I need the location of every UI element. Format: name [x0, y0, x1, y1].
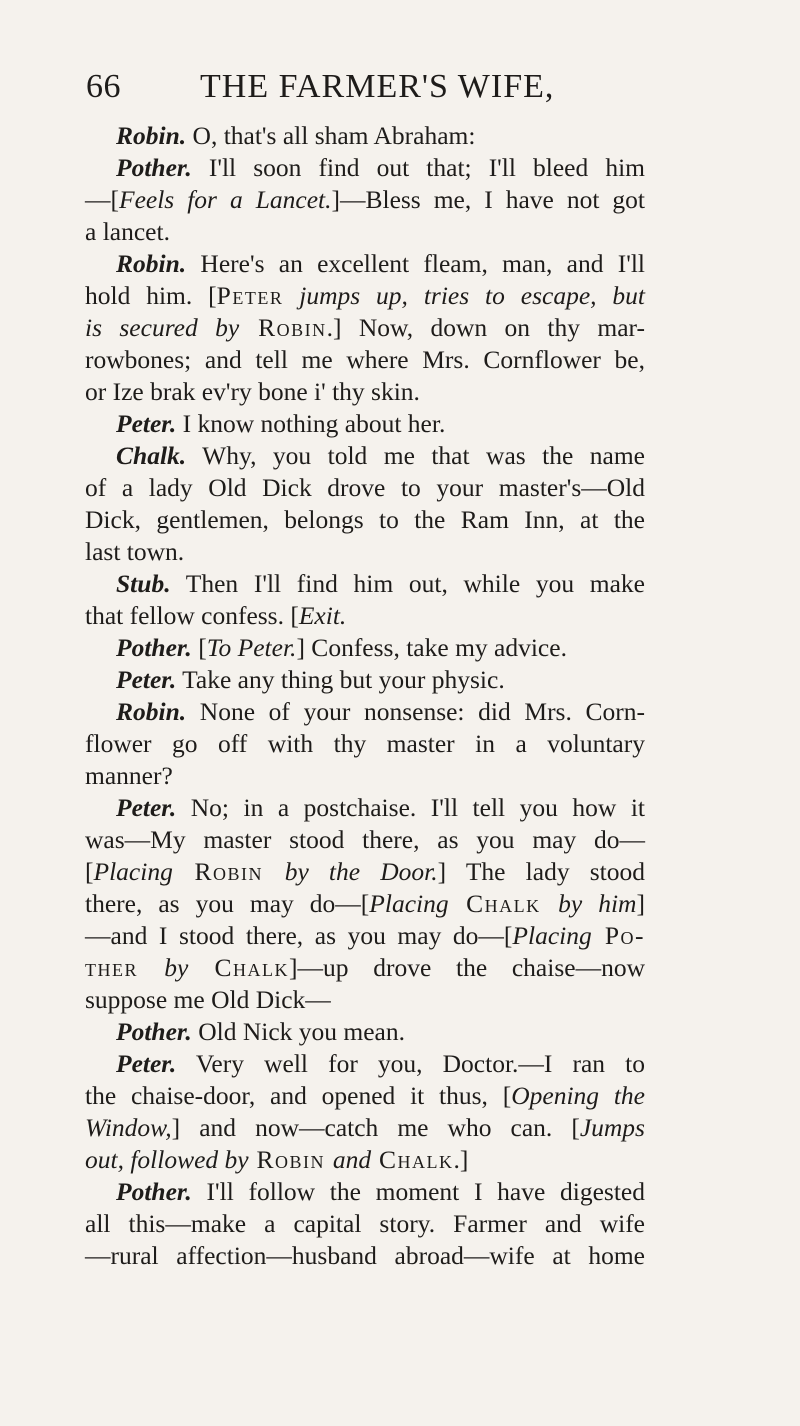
dialogue-text: of a lady Old Dick drove to your master's—Old: [85, 473, 645, 502]
stage-direction: jumps up, tries to escape, but: [283, 281, 645, 310]
character-name: Po-: [591, 921, 645, 950]
text-line: [85, 1208, 645, 1240]
dialogue-text: rowbones; and tell me where Mrs. Cornflower be,: [85, 345, 645, 374]
stage-direction: Placing: [512, 921, 592, 950]
speaker-name: Stub.: [116, 569, 171, 598]
dialogue-text: Dick, gentlemen, belongs to the Ram Inn, at the: [85, 505, 645, 534]
stage-direction: by: [164, 953, 189, 982]
text-line: [85, 376, 645, 408]
dialogue-text: [: [85, 857, 94, 886]
dialogue-text: was—My master stood there, as you may do—: [85, 825, 645, 854]
dialogue-text: ] Confess, take my advice.: [296, 633, 567, 662]
stage-direction: Placing: [93, 857, 173, 886]
character-name: Chalk: [188, 953, 290, 982]
dialogue-text: Take any thing but your physic.: [176, 665, 505, 694]
dialogue-text: ]: [636, 889, 645, 918]
text-line: [85, 152, 645, 184]
dialogue-text: Here's an excellent fleam, man, and I'll: [186, 249, 645, 278]
text-line: [85, 440, 645, 472]
dialogue-text: None of your nonsense: did Mrs. Corn-: [186, 697, 645, 726]
dialogue-text: O, that's all sham Abraham:: [186, 121, 476, 150]
text-line: [85, 792, 645, 824]
running-title: THE FARMER'S WIFE,: [200, 68, 555, 105]
play-text: [85, 120, 645, 1272]
character-name: Robin: [239, 313, 327, 342]
text-line: [85, 856, 645, 888]
dialogue-text: —and I stood there, as you may do—[: [85, 921, 513, 950]
text-line: [85, 1112, 645, 1144]
stage-direction: by the Door.: [284, 857, 438, 886]
stage-direction: Exit.: [298, 601, 347, 630]
character-name: Chalk: [448, 889, 559, 918]
text-line: [85, 1080, 645, 1112]
speaker-name: Peter.: [116, 409, 177, 438]
speaker-name: Peter.: [116, 793, 177, 822]
dialogue-text: ] and now—catch me who can. [: [171, 1113, 580, 1142]
speaker-name: Robin.: [116, 249, 187, 278]
speaker-name: Pother.: [116, 1177, 192, 1206]
character-name: Robin: [172, 857, 285, 886]
speaker-name: Pother.: [116, 633, 192, 662]
speaker-name: Peter.: [116, 665, 177, 694]
dialogue-text: manner?: [85, 761, 173, 790]
text-line: [85, 1176, 645, 1208]
text-line: [85, 1144, 645, 1176]
dialogue-text: there, as you may do—[: [85, 889, 370, 918]
speaker-name: Pother.: [116, 1017, 192, 1046]
text-line: [85, 952, 645, 984]
stage-direction: Feels for a Lancet.: [119, 185, 332, 214]
stage-direction: out, followed by: [85, 1145, 249, 1174]
stage-direction: and: [332, 1145, 372, 1174]
speaker-name: Pother.: [116, 153, 192, 182]
stage-direction: by him: [558, 889, 637, 918]
stage-direction: To Peter.: [206, 633, 297, 662]
dialogue-text: .]: [453, 1145, 469, 1174]
dialogue-text: Old Nick you mean.: [191, 1017, 405, 1046]
text-line: [85, 664, 645, 696]
character-name: ther: [85, 953, 165, 982]
text-line: [85, 728, 645, 760]
dialogue-text: flower go off with thy master in a voluntary: [85, 729, 645, 758]
dialogue-text: .] Now, down on thy mar-: [326, 313, 645, 342]
text-line: [85, 696, 645, 728]
text-line: [85, 280, 645, 312]
running-head: [86, 68, 616, 112]
dialogue-text: I'll follow the moment I have digested: [191, 1177, 645, 1206]
text-line: [85, 888, 645, 920]
page-number: 66: [86, 68, 121, 105]
dialogue-text: all this—make a capital story. Farmer and wife: [85, 1209, 645, 1238]
dialogue-text: I know nothing about her.: [176, 409, 446, 438]
speaker-name: Robin.: [116, 697, 187, 726]
dialogue-text: or Ize brak ev'ry bone i' thy skin.: [85, 377, 420, 406]
text-line: [85, 504, 645, 536]
dialogue-text: I'll soon find out that; I'll bleed him: [191, 153, 645, 182]
character-name: Chalk: [371, 1145, 454, 1174]
text-line: [85, 1016, 645, 1048]
text-line: [85, 600, 645, 632]
text-line: [85, 216, 645, 248]
text-line: [85, 920, 645, 952]
text-line: [85, 632, 645, 664]
text-line: [85, 536, 645, 568]
text-line: [85, 568, 645, 600]
dialogue-text: suppose me Old Dick—: [85, 985, 331, 1014]
text-line: [85, 248, 645, 280]
text-line: [85, 984, 645, 1016]
speaker-name: Peter.: [116, 1049, 177, 1078]
dialogue-text: a lancet.: [85, 217, 170, 246]
text-line: [85, 760, 645, 792]
text-line: [85, 120, 645, 152]
text-line: [85, 824, 645, 856]
text-line: [85, 472, 645, 504]
text-line: [85, 344, 645, 376]
stage-direction: Jumps: [579, 1113, 645, 1142]
speaker-name: Robin.: [116, 121, 187, 150]
dialogue-text: No; in a postchaise. I'll tell you how it: [176, 793, 645, 822]
dialogue-text: Very well for you, Doctor.—I ran to: [176, 1049, 645, 1078]
dialogue-text: hold him. [: [85, 281, 217, 310]
text-line: [85, 408, 645, 440]
text-line: [85, 1240, 645, 1272]
stage-direction: Opening the: [511, 1081, 646, 1110]
dialogue-text: ] The lady stood: [437, 857, 645, 886]
dialogue-text: [: [191, 633, 207, 662]
text-line: [85, 184, 645, 216]
dialogue-text: that fellow confess. [: [85, 601, 299, 630]
stage-direction: Placing: [369, 889, 449, 918]
speaker-name: Chalk.: [116, 441, 187, 470]
character-name: Peter: [216, 281, 284, 310]
stage-direction: Window,: [85, 1113, 172, 1142]
dialogue-text: —[: [85, 185, 119, 214]
dialogue-text: Then I'll find him out, while you make: [170, 569, 645, 598]
dialogue-text: ]—Bless me, I have not got: [331, 185, 646, 214]
dialogue-text: the chaise-door, and opened it thus, [: [85, 1081, 512, 1110]
dialogue-text: ]—up drove the chaise—now: [289, 953, 645, 982]
dialogue-text: last town.: [85, 537, 185, 566]
character-name: Robin: [248, 1145, 333, 1174]
text-line: [85, 312, 645, 344]
dialogue-text: Why, you told me that was the name: [186, 441, 645, 470]
stage-direction: is secured by: [85, 313, 240, 342]
text-line: [85, 1048, 645, 1080]
dialogue-text: —rural affection—husband abroad—wife at home: [85, 1241, 645, 1270]
